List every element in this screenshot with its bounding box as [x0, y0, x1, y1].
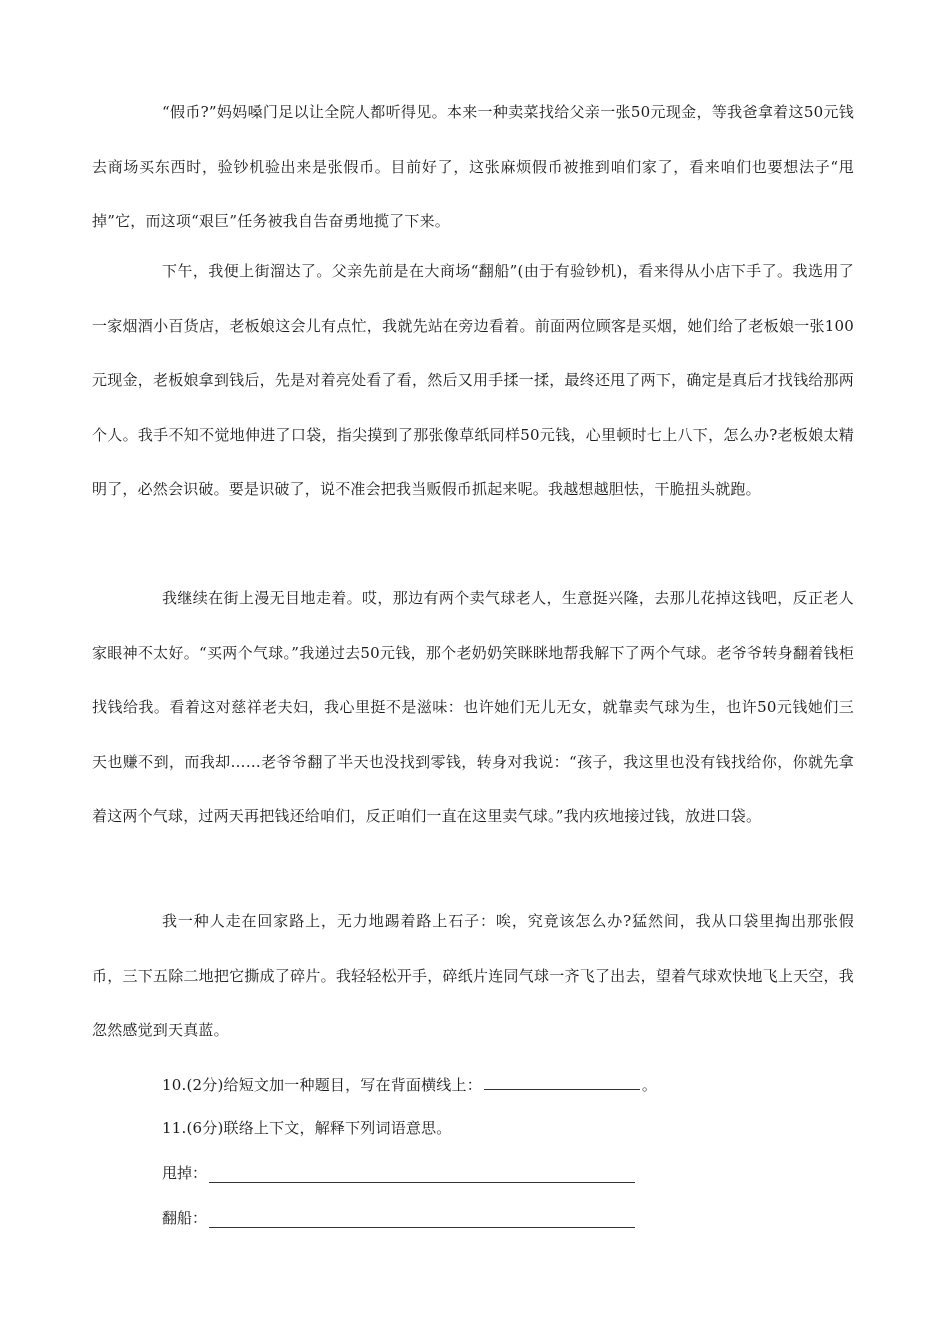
story-paragraph-2: 下午，我便上街溜达了。父亲先前是在大商场“翻船”(由于有验钞机)，看来得从小店下手了。我选用了一家烟酒小百货店，老板娘这会儿有点忙，我就先站在旁边看着。前面两位顾客是买烟，她们给了老板娘一张100元现金，老板娘拿到钱后，先是对着亮处看了看，然后又用手揉一揉，最终还甩了两下，确定是真后才找钱给那两个人。我手不知不觉地伸进了口袋，指尖摸到了那张像草纸同样50元钱，心里顿时七上八下，怎么办?老板娘太精明了，必然会识破。要是识破了，说不准会把我当贩假币抓起来呢。我越想越胆怯，干脆扭头就跑。 — [92, 262, 854, 498]
answer-row-fanchuan — [162, 1208, 635, 1228]
story-paragraph-1: “假币?”妈妈嗓门足以让全院人都听得见。本来一种卖菜找给父亲一张50元现金，等我爸拿着这50元钱去商场买东西时，验钞机验出来是张假币。目前好了，这张麻烦假币被推到咱们家了，看来咱们也要想法子“甩掉”它，而这项“艰巨”任务被我自告奋勇地揽了下来。 — [92, 103, 854, 230]
answer-row-shuaidiao — [162, 1163, 635, 1183]
story-paragraph-3: 我继续在街上漫无目地走着。哎，那边有两个卖气球老人，生意挺兴隆，去那儿花掉这钱吧，反正老人家眼神不太好。“买两个气球。”我递过去50元钱，那个老奶奶笑眯眯地帮我解下了两个气球。老爷爷转身翻着钱柜找钱给我。看着这对慈祥老夫妇，我心里挺不是滋味：也许她们无儿无女，就靠卖气球为生，也许50元钱她们三天也赚不到，而我却……老爷爷翻了半天也没找到零钱，转身对我说：“孩子，我这里也没有钱找给你，你就先拿着这两个气球，过两天再把钱还给咱们，反正咱们一直在这里卖气球。”我内疚地接过钱，放进口袋。 — [92, 589, 854, 825]
question-10 — [162, 1073, 657, 1095]
question-10-text: 10.(2分)给短文加一种题目，写在背面横线上： — [162, 1076, 482, 1094]
title-answer-blank[interactable] — [484, 1073, 640, 1090]
question-10-period: 。 — [641, 1076, 658, 1094]
term-label-shuaidiao: 甩掉： — [162, 1164, 208, 1182]
term-label-fanchuan: 翻船： — [162, 1209, 208, 1227]
answer-blank-shuaidiao[interactable] — [209, 1166, 635, 1183]
story-paragraph-4: 我一种人走在回家路上，无力地踢着路上石子：唉，究竟该怎么办?猛然间，我从口袋里掏出那张假币，三下五除二地把它撕成了碎片。我轻轻松开手，碎纸片连同气球一齐飞了出去，望着气球欢快地飞上天空，我忽然感觉到天真蓝。 — [92, 912, 854, 1039]
question-11: 11.(6分)联络上下文，解释下列词语意思。 — [162, 1119, 452, 1137]
answer-blank-fanchuan[interactable] — [209, 1211, 635, 1228]
